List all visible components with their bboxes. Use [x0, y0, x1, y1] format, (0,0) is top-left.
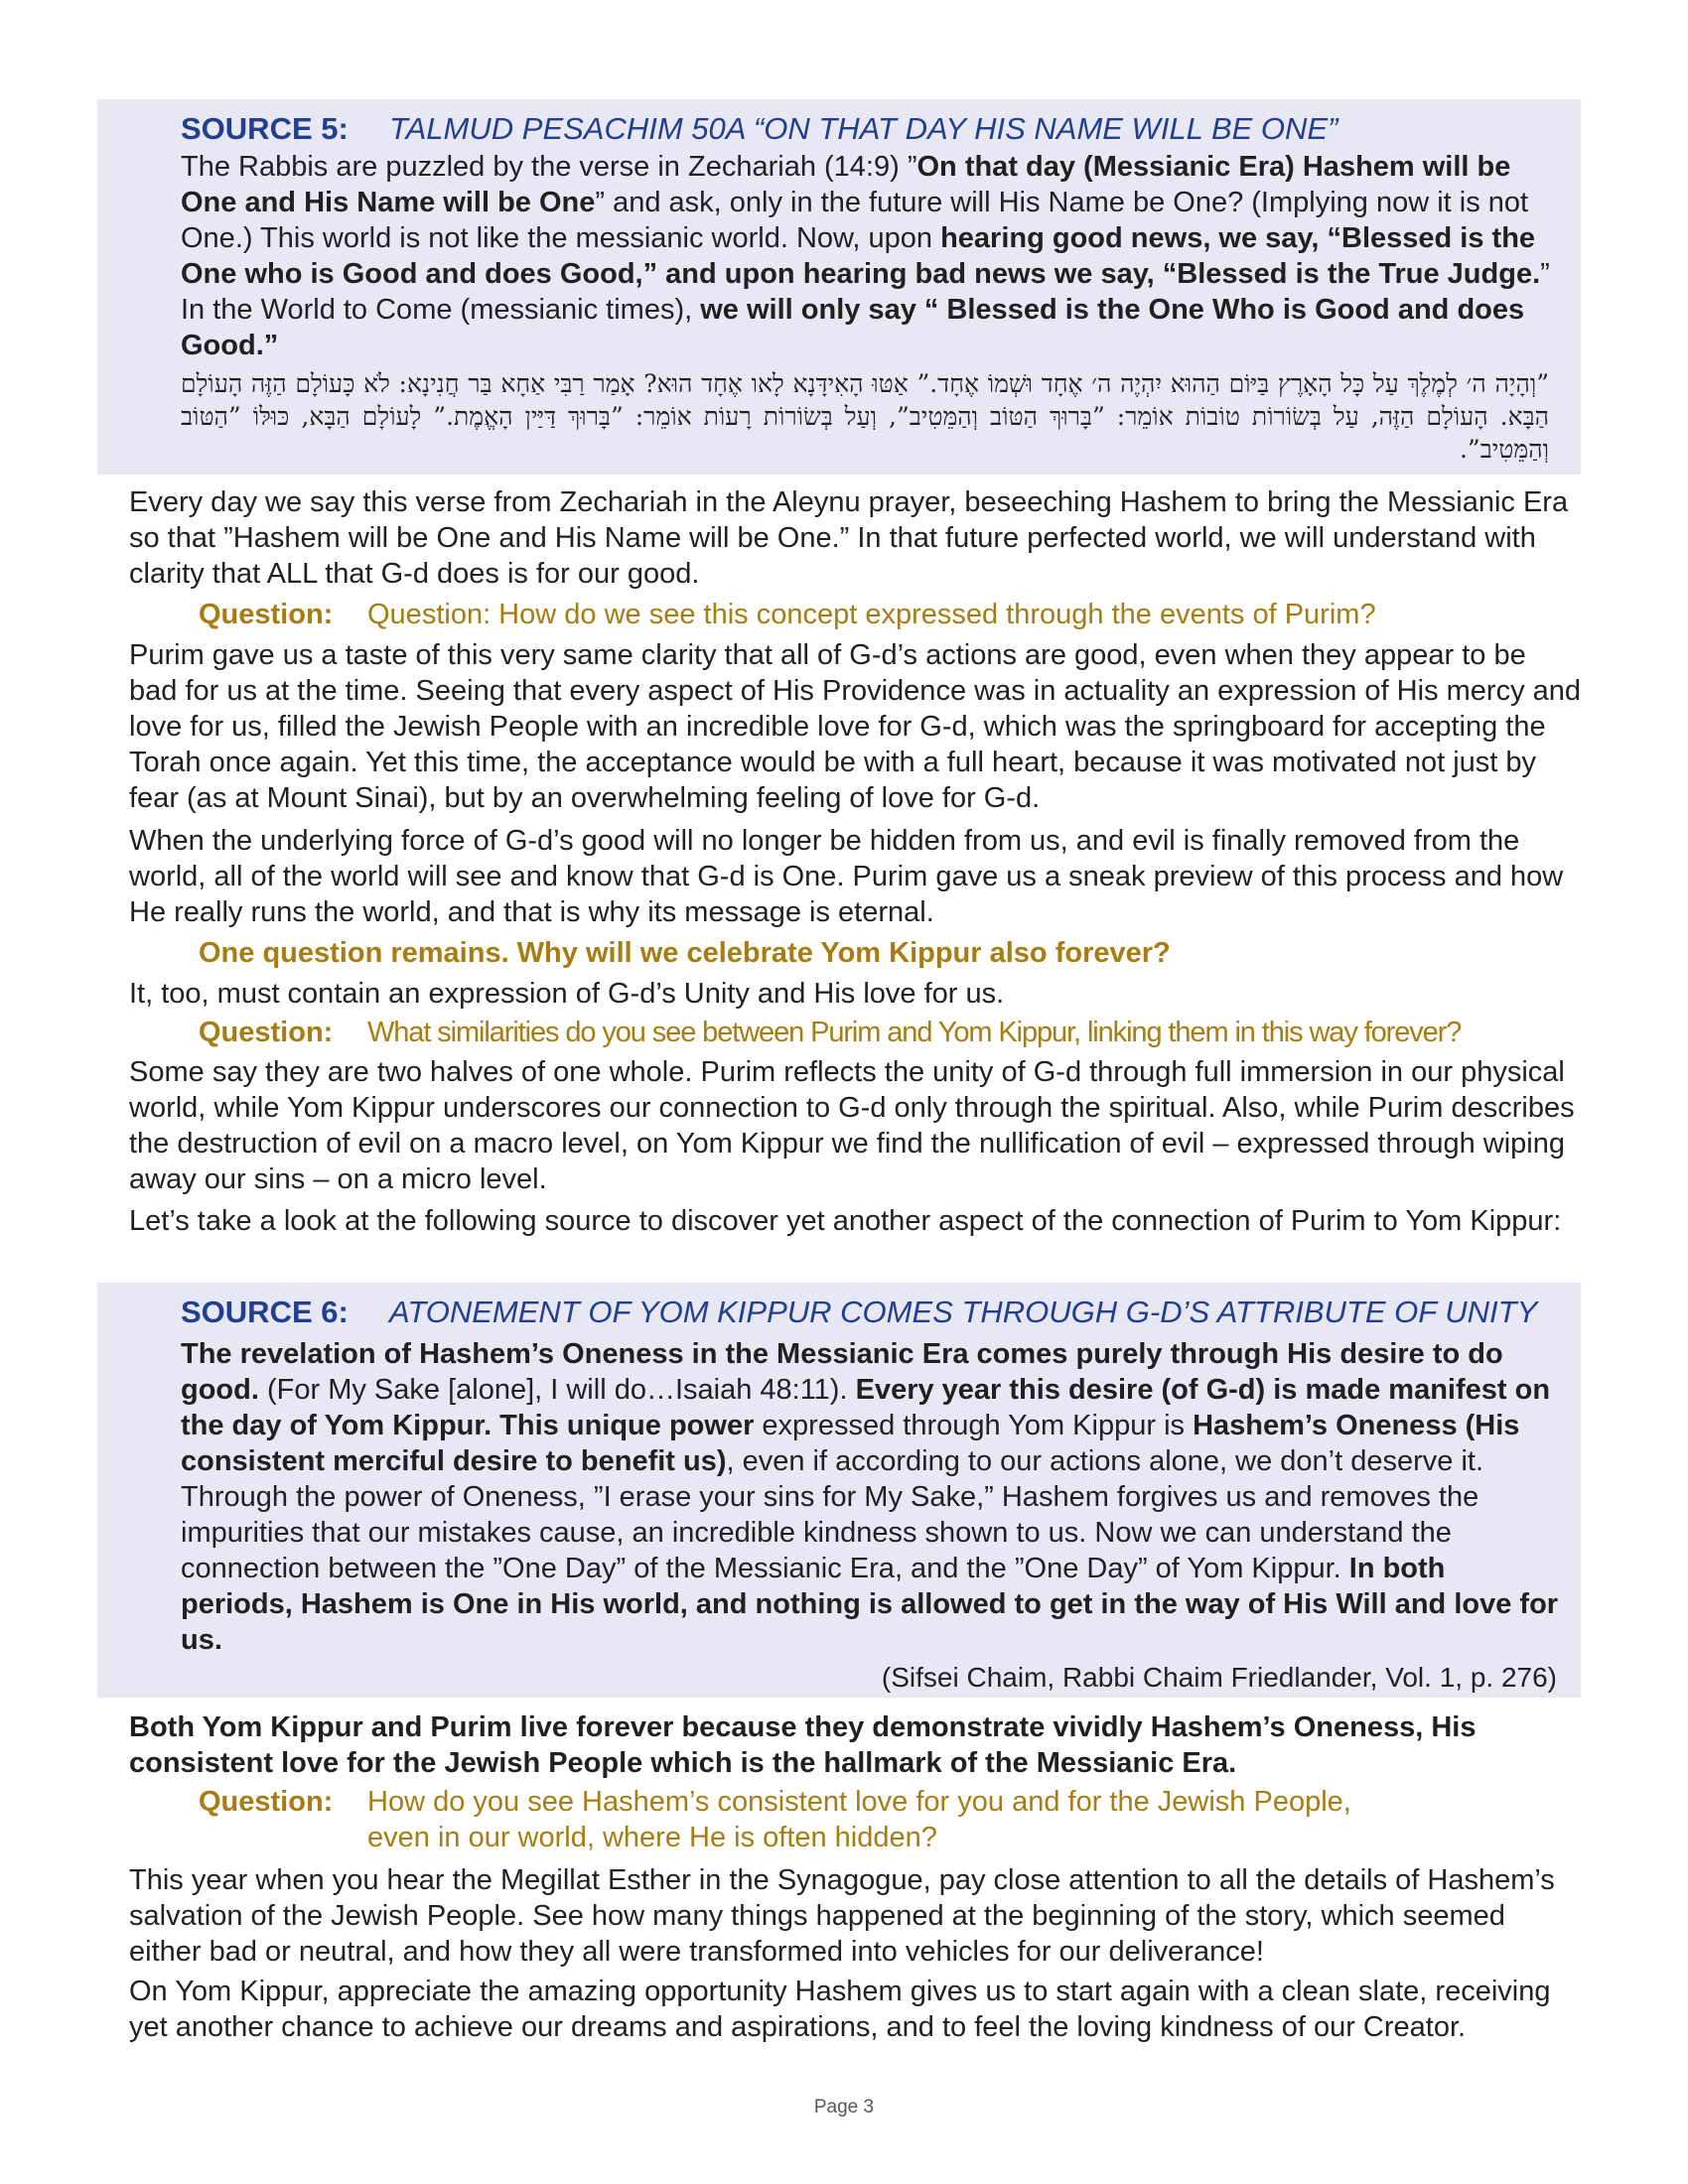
source-5-bold: On that day (Messianic Era) Hashem will be One and His Name will be One: [181, 151, 1511, 218]
source-6-text: , even if according to our actions alone, we don’t deserve it. Through the power of Oneness, ”I erase your sins for My Sake,” Hashem forgives us and removes the impurities that our mistakes cause, an incredible kindness shown to us. Now we can understand the connection between the ”One Day” of the Messianic Era, and the ”One Day” of Yom Kippur.: [181, 1445, 1483, 1584]
source-5-text: ” and ask, only in the future will His Name be One? (Implying now it is not One.) This world is not like the messianic world. Now, upon: [181, 187, 1529, 254]
source-5-text: ” In the World to Come (messianic times),: [181, 258, 1550, 326]
source-6-box: [97, 1283, 1581, 1698]
source-6-citation: (Sifsei Chaim, Rabbi Chaim Friedlander, Vol. 1, p. 276): [881, 1662, 1557, 1693]
question-text-line-2: even in our world, where He is often hidden?: [367, 1822, 937, 1853]
source-6-header: [181, 1293, 1561, 1332]
question-2: [199, 1015, 1461, 1050]
paragraph-following-source: Let’s take a look at the following source to discover yet another aspect of the connection of Purim to Yom Kippur:: [129, 1205, 1562, 1237]
source-6-label: SOURCE 6:: [181, 1295, 349, 1329]
paragraph-megillat-esther: This year when you hear the Megillat Esther in the Synagogue, pay close attention to all the details of Hashem’s salvation of the Jewish People. See how many things happened at the beginning of the story, which seemed either bad or neutral, and how they all were transformed into vehicles for our deliverance!: [129, 1864, 1555, 1968]
paragraph-purim-taste: Purim gave us a taste of this very same clarity that all of G-d’s actions are good, even when they appear to be bad for us at the time. Seeing that every aspect of His Providence was in actuality an expression of His mercy and love for us, filled the Jewish People with an incredible love for G-d, which was the springboard for accepting the Torah once again. Yet this time, the acceptance would be with a full heart, because it was motivated not just by fear (as at Mount Sinai), but by an overwhelming feeling of love for G-d.: [129, 639, 1582, 814]
question-1: [199, 597, 1376, 632]
paragraph-underlying-force: When the underlying force of G-d’s good will no longer be hidden from us, and evil is finally removed from the world, all of the world will see and know that G-d is One. Purim gave us a sneak preview of this process and how He really runs the world, and that is why its message is eternal.: [129, 825, 1564, 928]
source-5-body: [181, 149, 1561, 363]
source-6-bold: Hashem’s Oneness (His consistent merciful desire to benefit us): [181, 1410, 1520, 1477]
source-5-box: [97, 99, 1581, 475]
question-label: Question:: [199, 1786, 334, 1818]
source-6-bold: In both periods, Hashem is One in His world, and nothing is allowed to get in the way of His Will and love for us.: [181, 1553, 1559, 1656]
paragraph-unity: It, too, must contain an expression of G-d’s Unity and His love for us.: [129, 978, 1005, 1010]
source-6-bold: The revelation of Hashem’s Oneness in the Messianic Era comes purely through His desire to do good.: [181, 1338, 1503, 1406]
source-6-bold: Every year this desire (of G-d) is made manifest on the day of Yom Kippur. This unique power: [181, 1374, 1551, 1441]
source-5-bold: hearing good news, we say, “Blessed is the One who is Good and does Good,” and upon hearing bad news we say, “Blessed is the True Judge.: [181, 222, 1541, 290]
source-5-label: SOURCE 5:: [181, 111, 349, 146]
source-5-text: The Rabbis are puzzled by the verse in Zechariah (14:9) ”: [181, 151, 917, 183]
source-5-header: [181, 109, 1561, 149]
paragraph-two-halves: Some say they are two halves of one whole. Purim reflects the unity of G-d through full immersion in our physical world, while Yom Kippur underscores our connection to G-d only through the spiritual. Also, while Purim describes the destruction of evil on a macro level, on Yom Kippur we find the nullification of evil – expressed through wiping away our sins – on a micro level.: [129, 1056, 1575, 1195]
source-6-text: expressed through Yom Kippur is: [754, 1410, 1194, 1441]
source-6-text: (For My Sake [alone], I will do…Isaiah 48:11).: [258, 1374, 856, 1406]
paragraph-aleynu: Every day we say this verse from Zechariah in the Aleynu prayer, beseeching Hashem to bring the Messianic Era so that ”Hashem will be One and His Name will be One.” In that future perfected world, we will understand with clarity that ALL that G-d does is for our good.: [129, 486, 1569, 590]
source-5-hebrew: ”וְהָיָה ה׳ לְמֶלֶךְ עַל כָּל הָאָרֶץ בַּיּוֹם הַהוּא יִהְיֶה ה׳ אֶחָד וּשְׁמוֹ אֶחָד.” אַטּוּ הָאִידָּנָא לָאו אֶחָד הוּא? אָמַר רַבִּי אַחָא בַּר חֲנִינָא: לֹא כָּעוֹלָם הַזֶּה הָעוֹלָם הַבָּא. הָעוֹלָם הַזֶּה, עַל בְּשׂוֹרוֹת טוֹבוֹת אוֹמֵר: ”בָּרוּךְ הַטּוֹב וְהַמֵּטִיב”, וְעַל בְּשׂוֹרוֹת רָעוֹת אוֹמֵר: ”בָּרוּךְ דַּיַּין הָאֱמֶת.” לָעוֹלָם הַבָּא, כּוּלּוֹ ”הַטּוֹב וְהַמֵּטִיב”.: [181, 369, 1550, 464]
source-5-title: TALMUD PESACHIM 50A “ON THAT DAY HIS NAME WILL BE ONE”: [389, 111, 1338, 146]
question-text: What similarities do you see between Purim and Yom Kippur, linking them in this way forever?: [367, 1017, 1462, 1048]
source-6-title: ATONEMENT OF YOM KIPPUR COMES THROUGH G-D’S ATTRIBUTE OF UNITY: [389, 1295, 1538, 1329]
question-label: Question:: [199, 1017, 334, 1048]
source-5-bold: we will only say “ Blessed is the One Who is Good and does Good.”: [181, 294, 1525, 361]
one-question-remains: One question remains. Why will we celebrate Yom Kippur also forever?: [199, 937, 1171, 969]
paragraph-yom-kippur-opportunity: On Yom Kippur, appreciate the amazing opportunity Hashem gives us to start again with a clean slate, receiving yet another chance to achieve our dreams and aspirations, and to feel the loving kindness of our Creator.: [129, 1976, 1551, 2043]
question-text: Question: How do we see this concept expressed through the events of Purim?: [367, 599, 1376, 630]
question-label: Question:: [199, 599, 334, 630]
page-number: Page 3: [813, 2097, 875, 2117]
source-6-body: [181, 1336, 1561, 1658]
paragraph-live-forever: Both Yom Kippur and Purim live forever because they demonstrate vividly Hashem’s Oneness, His consistent love for the Jewish People which is the hallmark of the Messianic Era.: [129, 1711, 1477, 1779]
question-text: How do you see Hashem’s consistent love for you and for the Jewish People,: [367, 1786, 1351, 1818]
question-3: [199, 1784, 1351, 1855]
